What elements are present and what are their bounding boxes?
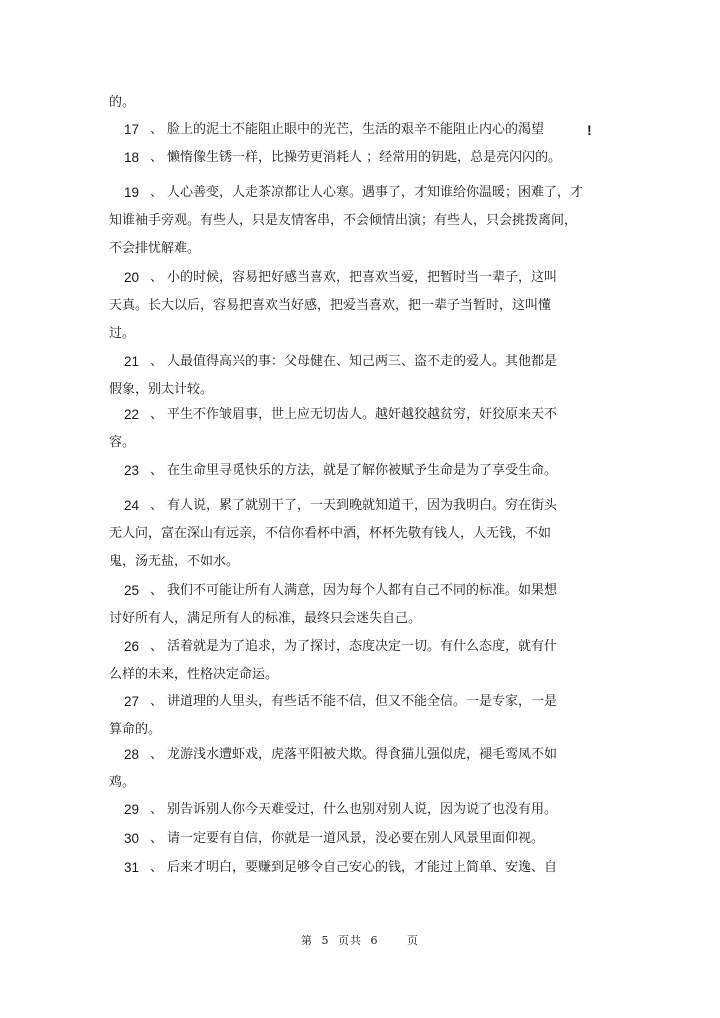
item-text: 活着就是为了追求，为了探讨，态度决定一切。有什么态度，就有什	[167, 639, 558, 654]
item-number: 29	[124, 802, 140, 817]
item-separator: 、	[150, 270, 164, 285]
page-footer	[0, 932, 720, 948]
item-number: 20	[124, 270, 140, 285]
item-text: 龙游浅水遭虾戏，虎落平阳被犬欺。得食猫儿强似虎，褪毛鸾凤不如	[167, 747, 558, 762]
item-number: 19	[124, 185, 140, 200]
item-separator: 、	[150, 463, 164, 478]
item-separator: 、	[150, 185, 164, 200]
footer-prefix: 第	[301, 934, 313, 947]
item-number: 22	[124, 407, 140, 422]
item-number: 28	[124, 747, 140, 762]
item-text: 请一定要有自信，你就是一道风景，没必要在别人风景里面仰视。	[167, 831, 545, 846]
item-text: 小的时候，容易把好感当喜欢，把喜欢当爱，把暂时当一辈子，这叫	[167, 270, 558, 285]
item-separator: 、	[150, 860, 164, 875]
footer-total-pages: 6	[370, 934, 379, 947]
item-separator: 、	[150, 639, 164, 654]
item-number: 24	[124, 498, 140, 513]
item-number: 26	[124, 639, 140, 654]
item-text: 人心善变，人走茶凉都让人心寒。遇事了，才知谁给你温暖；困难了，才	[167, 185, 584, 200]
footer-page-number: 5	[321, 934, 330, 947]
item-text: 懒惰像生锈一样，比操劳更消耗人 ；经常用的钥匙，总是亮闪闪的。	[167, 150, 562, 165]
item-number: 23	[124, 463, 140, 478]
item-separator: 、	[150, 831, 164, 846]
item-continuation: 鬼，汤无盐，不如水。	[109, 554, 240, 569]
item-number: 31	[124, 860, 140, 875]
item-continuation: 算命的。	[109, 722, 162, 737]
item-text: 人最值得高兴的事：父母健在、知己两三、盗不走的爱人。其他都是	[167, 354, 558, 369]
footer-suffix: 页	[407, 934, 419, 947]
item-text: 平生不作皱眉事，世上应无切齿人。越奸越狡越贫穷，奸狡原来天不	[167, 407, 558, 422]
item-text: 讲道理的人里头，有些话不能不信，但又不能全信。一是专家，一是	[167, 694, 558, 709]
item-continuation: 假象，别太计较。	[109, 382, 214, 397]
item-number: 18	[124, 150, 140, 165]
item-separator: 、	[150, 583, 164, 598]
item-continuation: 么样的未来，性格决定命运。	[109, 667, 279, 682]
item-text: 有人说，累了就别干了，一天到晚就知道干，因为我明白。穷在街头	[167, 498, 558, 513]
item-text: 后来才明白，要赚到足够令自己安心的钱，才能过上简单、安逸、自	[167, 860, 558, 875]
item-number: 30	[124, 831, 140, 846]
item-text: 在生命里寻觅快乐的方法，就是了解你被赋予生命是为了享受生命。	[167, 463, 558, 478]
item-separator: 、	[150, 407, 164, 422]
item-continuation: 鸡。	[109, 775, 136, 790]
item-continuation: 天真。长大以后，容易把喜欢当好感，把爱当喜欢，把一辈子当暂时，这叫懂	[109, 298, 552, 313]
item-separator: 、	[150, 122, 164, 137]
item-text: 别告诉别人你今天难受过，什么也别对别人说，因为说了也没有用。	[167, 802, 558, 817]
item-text: 脸上的泥土不能阻止眼中的光芒，生活的艰辛不能阻止内心的渴望	[167, 122, 545, 137]
item-number: 27	[124, 694, 140, 709]
intro-line: 的。	[109, 95, 136, 110]
item-separator: 、	[150, 802, 164, 817]
item-separator: 、	[150, 354, 164, 369]
stray-mark: !	[587, 122, 592, 138]
item-continuation: 过。	[109, 326, 136, 341]
item-continuation: 不会排忧解难。	[109, 241, 201, 256]
item-separator: 、	[150, 694, 164, 709]
item-continuation: 容。	[109, 435, 136, 450]
item-text: 我们不可能让所有人满意，因为每个人都有自己不同的标准。如果想	[167, 583, 558, 598]
footer-middle: 页共	[338, 934, 362, 947]
item-separator: 、	[150, 747, 164, 762]
item-number: 25	[124, 583, 140, 598]
item-number: 21	[124, 354, 140, 369]
item-continuation: 讨好所有人，满足所有人的标准，最终只会迷失自己。	[109, 611, 422, 626]
item-continuation: 知谁袖手旁观。有些人，只是友情客串，不会倾情出演；有些人，只会挑拨离间，	[109, 213, 578, 228]
item-separator: 、	[150, 150, 164, 165]
item-continuation: 无人问，富在深山有远亲，不信你看杯中酒，杯杯先敬有钱人，人无钱，不如	[109, 526, 552, 541]
item-number: 17	[124, 122, 140, 137]
item-separator: 、	[150, 498, 164, 513]
